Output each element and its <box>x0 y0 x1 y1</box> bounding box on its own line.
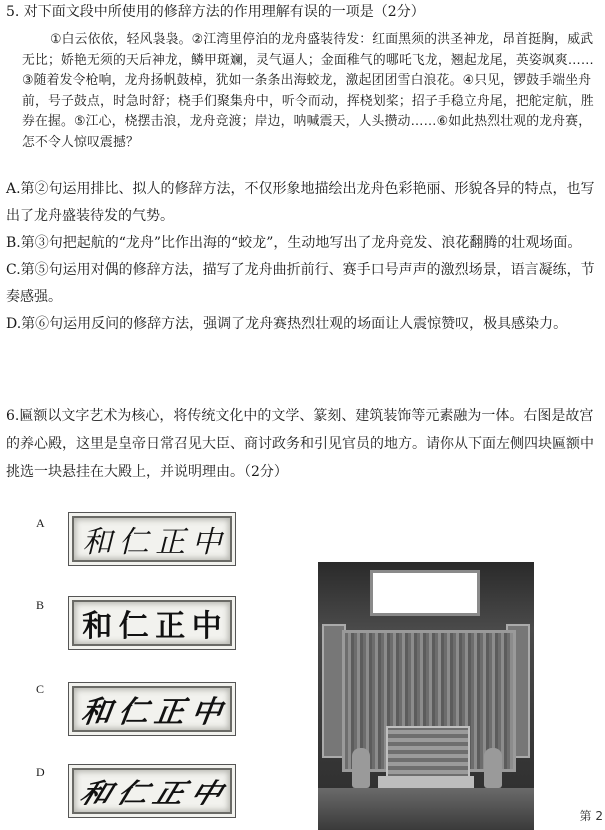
plaque-c-char-4: 中 <box>188 696 224 729</box>
plaque-c-char-1: 和 <box>79 696 115 729</box>
question-5-passage <box>22 30 604 153</box>
plaque-c-char-2: 仁 <box>115 696 151 729</box>
question-6-text: 6.匾额以文字艺术为核心，将传统文化中的文学、篆刻、建筑装饰等元素融为一体。右图是故宫的养心殿，这里是皇帝日常召见大臣、商讨政务和引见官员的地方。请你从下面左侧四块匾额中挑选一块悬挂在大殿上，并说明理由。（2分） <box>6 408 594 480</box>
plaque-b-char-4: 中 <box>191 609 222 644</box>
plaque-c-char-3: 正 <box>152 696 188 729</box>
plaque-a-char-3: 正 <box>155 525 186 560</box>
plaque-c-label: C <box>36 682 45 696</box>
plaque-b-label: B <box>36 598 45 612</box>
plaque-d-char-2: 仁 <box>112 778 153 810</box>
plaque-b-char-2: 仁 <box>118 609 149 644</box>
plaque-b-char-3: 正 <box>155 609 186 644</box>
question-5-title: 5. 对下面文段中所使用的修辞方法的作用理解有误的一项是（2分） <box>6 4 425 20</box>
plaque-d-label: D <box>36 765 45 779</box>
throne-seat <box>378 776 474 788</box>
plaque-a-char-1: 和 <box>82 525 113 560</box>
passage-text: ①白云依依，轻风袅袅。②江湾里停泊的龙舟盛装待发：红面黑须的洪圣神龙，昂首挺胸，威武无比；娇艳无须的天后神龙，鳞甲斑斓，灵气逼人；金面稚气的哪吒飞龙，翘起龙尾，英姿飒爽……③随着发令枪响，龙舟扬帆鼓棹，犹如一条条出海蛟龙，激起团团雪白浪花。④只见，锣鼓手端坐舟前，号子鼓点，时急时舒；桡手们聚集舟中，听令而动，挥桡划桨；招子手稳立舟尾，把舵定航，胜券在握。⑤江心，桡摆击浪，龙舟竞渡；岸边，呐喊震天，人头攒动……⑥如此热烈壮观的龙舟赛，怎不令人惊叹震撼？ <box>22 32 594 150</box>
option-d: D.第⑥句运用反问的修辞方法，强调了龙舟赛热烈壮观的场面让人震惊赞叹，极具感染力。 <box>6 316 568 332</box>
plaque-d-char-1: 和 <box>76 778 117 810</box>
question-5-options <box>6 176 604 338</box>
option-b: B.第③句把起航的“龙舟”比作出海的“蛟龙”，生动地写出了龙舟竞发、浪花翻腾的壮观场面。 <box>6 235 582 251</box>
plaque-b <box>68 596 236 650</box>
throne-platform <box>318 788 534 830</box>
blank-plaque <box>370 570 480 616</box>
plaque-a <box>68 512 236 566</box>
option-a: A.第②句运用排比、拟人的修辞方法，不仅形象地描绘出龙舟色彩艳丽、形貌各异的特点，也写出了龙舟盛装待发的气势。 <box>6 181 595 224</box>
plaque-d-char-4: 中 <box>185 778 226 810</box>
left-vase <box>352 748 370 788</box>
plaque-c <box>68 682 236 736</box>
right-vase <box>484 748 502 788</box>
plaque-a-char-2: 仁 <box>118 525 149 560</box>
page-number: 第 2 <box>579 809 603 823</box>
plaque-a-char-4: 中 <box>191 525 222 560</box>
option-c: C.第⑤句运用对偶的修辞方法，描写了龙舟曲折前行、赛手口号声声的激烈场景，语言凝练，节奏感强。 <box>6 262 595 305</box>
yangxin-hall-photo <box>318 562 534 830</box>
plaque-d <box>68 764 236 818</box>
plaque-a-label: A <box>36 516 45 530</box>
plaque-b-char-1: 和 <box>82 609 113 644</box>
plaque-d-char-3: 正 <box>149 778 190 810</box>
